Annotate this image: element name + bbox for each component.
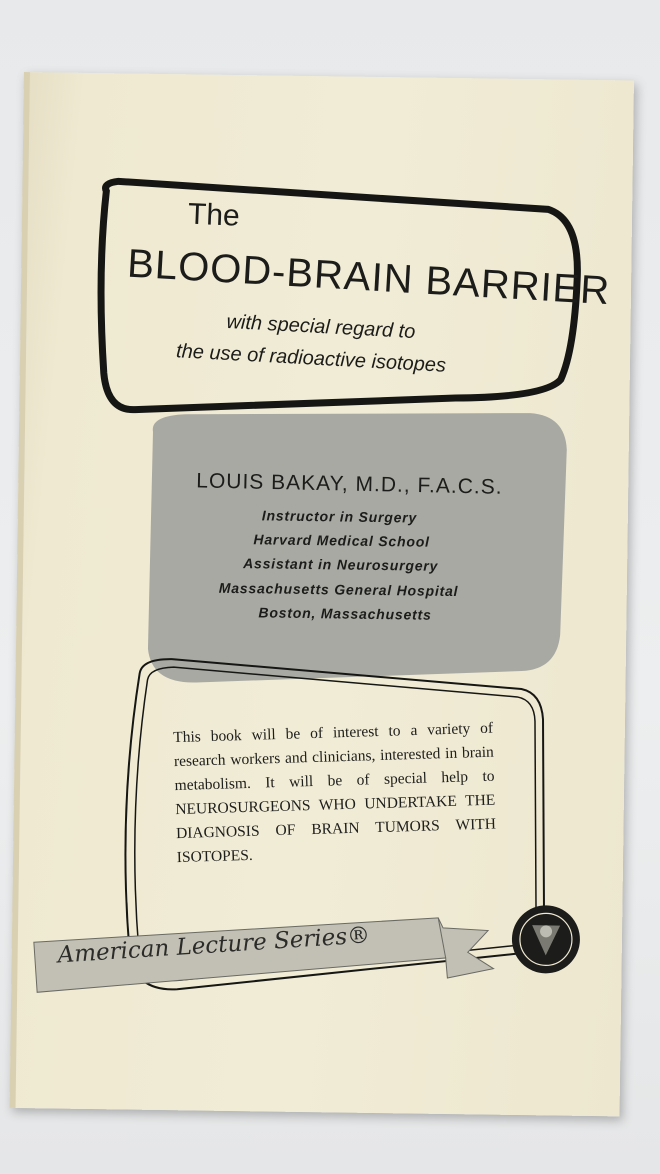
blurb-text: This book will be of interest to a variety of research workers and clinicians, interested in brain metabolism. It will be of special help to NEUROSURGEONS WHO UNDERTAKE THE DIAGNOSIS OF BRAIN TUMORS WITH ISOTOPES. (172, 719, 497, 867)
affiliation-line: Boston, Massachusetts (258, 604, 432, 623)
publisher-seal-icon (511, 905, 580, 974)
title-prefix: The (187, 197, 241, 233)
affiliation-line: Massachusetts General Hospital (218, 579, 459, 600)
book-cover (10, 72, 634, 1116)
subtitle-line-2: the use of radioactive isotopes (175, 340, 447, 377)
affiliation-line: Harvard Medical School (253, 531, 430, 550)
author-name: LOUIS BAKAY, M.D., F.A.C.S. (196, 469, 503, 499)
book-title: BLOOD-BRAIN BARRIER (126, 241, 612, 314)
subtitle-line-1: with special regard to (225, 310, 416, 344)
affiliation-line: Instructor in Surgery (261, 507, 418, 526)
series-name: American Lecture Series® (56, 922, 371, 969)
affiliation-line: Assistant in Neurosurgery (243, 555, 439, 574)
